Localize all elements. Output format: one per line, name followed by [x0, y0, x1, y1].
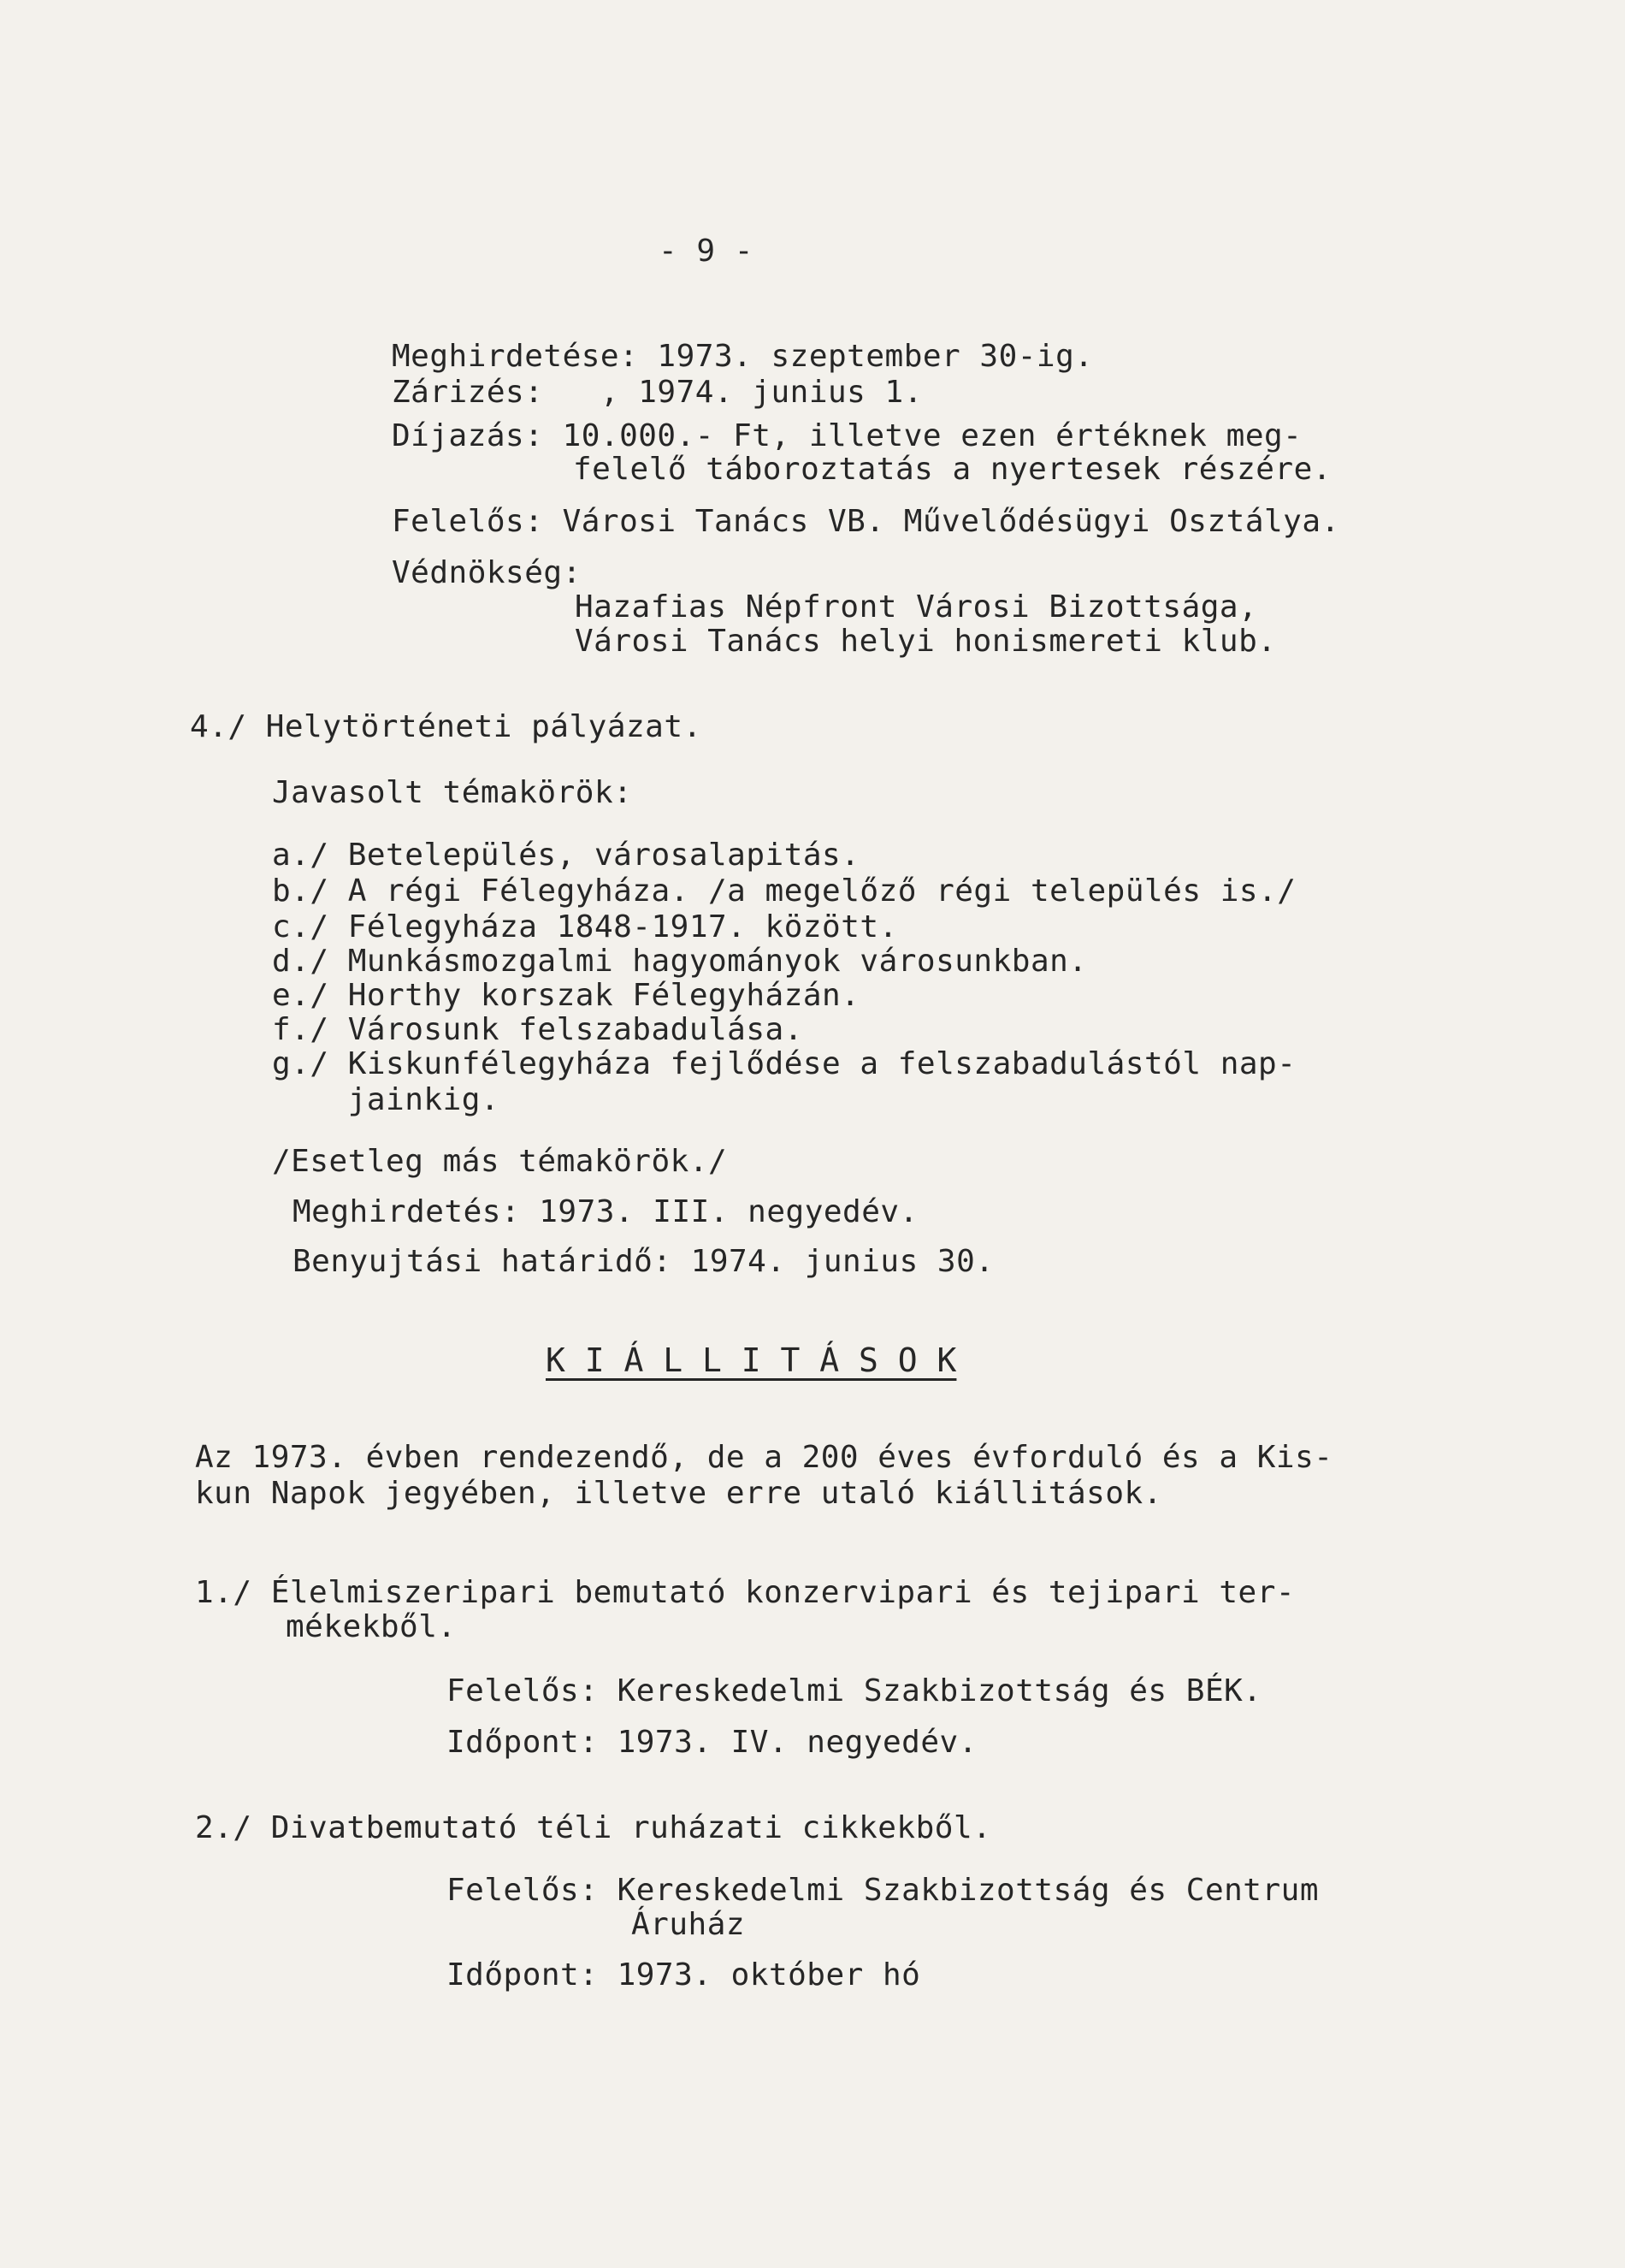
page-number: - 9 -: [659, 234, 753, 269]
meghirdetes-line: Meghirdetés: 1973. III. negyedév.: [292, 1194, 919, 1229]
felelos-line: Felelős: Városi Tanács VB. Művelődésügyi Osztálya.: [392, 504, 1340, 539]
topic-item: d./ Munkásmozgalmi hagyományok városunkban.: [272, 944, 1088, 979]
dijazas-line-1: Díjazás: 10.000.- Ft, illetve ezen értéknek meg-: [392, 418, 1303, 453]
exhibition-1-line-1: 1./ Élelmiszeripari bemutató konzervipari és tejipari ter-: [195, 1575, 1296, 1610]
meghirdetese-line: Meghirdetése: 1973. szeptember 30-ig.: [392, 339, 1094, 374]
exhibition-2-line-1: 2./ Divatbemutató téli ruházati cikkekből.: [195, 1810, 992, 1845]
topic-item: f./ Városunk felszabadulása.: [272, 1012, 803, 1047]
section4-heading: 4./ Helytörténeti pályázat.: [190, 709, 702, 744]
vednokseg-line-1: Hazafias Népfront Városi Bizottsága,: [575, 589, 1258, 625]
topic-item: c./ Félegyháza 1848-1917. között.: [272, 909, 898, 945]
topic-item: b./ A régi Félegyháza. /a megelőző régi település is./: [272, 873, 1297, 909]
exhibition-2-felelos-1: Felelős: Kereskedelmi Szakbizottság és Centrum: [446, 1873, 1319, 1908]
other-topics-line: /Esetleg más témakörök./: [272, 1144, 728, 1179]
zarizes-line: Zárizés: , 1974. junius 1.: [392, 375, 923, 410]
topic-item: g./ Kiskunfélegyháza fejlődése a felszabadulástól nap-: [272, 1046, 1297, 1081]
kiallitasok-title: K I Á L L I T Á S O K: [546, 1341, 957, 1379]
vednokseg-line-2: Városi Tanács helyi honismereti klub.: [575, 624, 1277, 659]
kiallitasok-intro-2: kun Napok jegyében, illetve erre utaló kiállitások.: [195, 1476, 1162, 1511]
exhibition-2-idopont: Időpont: 1973. október hó: [446, 1957, 921, 1993]
topic-item: e./ Horthy korszak Félegyházán.: [272, 978, 860, 1013]
benyujtasi-line: Benyujtási határidő: 1974. junius 30.: [292, 1244, 995, 1279]
topic-item: jainkig.: [272, 1082, 500, 1117]
kiallitasok-intro-1: Az 1973. évben rendezendő, de a 200 éves évforduló és a Kis-: [195, 1440, 1333, 1475]
topic-item: a./ Betelepülés, városalapitás.: [272, 838, 860, 873]
exhibition-1-line-2: mékekből.: [286, 1609, 457, 1644]
topics-label: Javasolt témakörök:: [272, 775, 633, 810]
exhibition-1-idopont: Időpont: 1973. IV. negyedév.: [446, 1725, 978, 1760]
exhibition-1-felelos: Felelős: Kereskedelmi Szakbizottság és BÉK.: [446, 1673, 1262, 1708]
vednokseg-label: Védnökség:: [392, 555, 582, 590]
dijazas-line-2: felelő táboroztatás a nyertesek részére.: [573, 452, 1332, 487]
exhibition-2-felelos-2: Áruház: [631, 1907, 746, 1942]
